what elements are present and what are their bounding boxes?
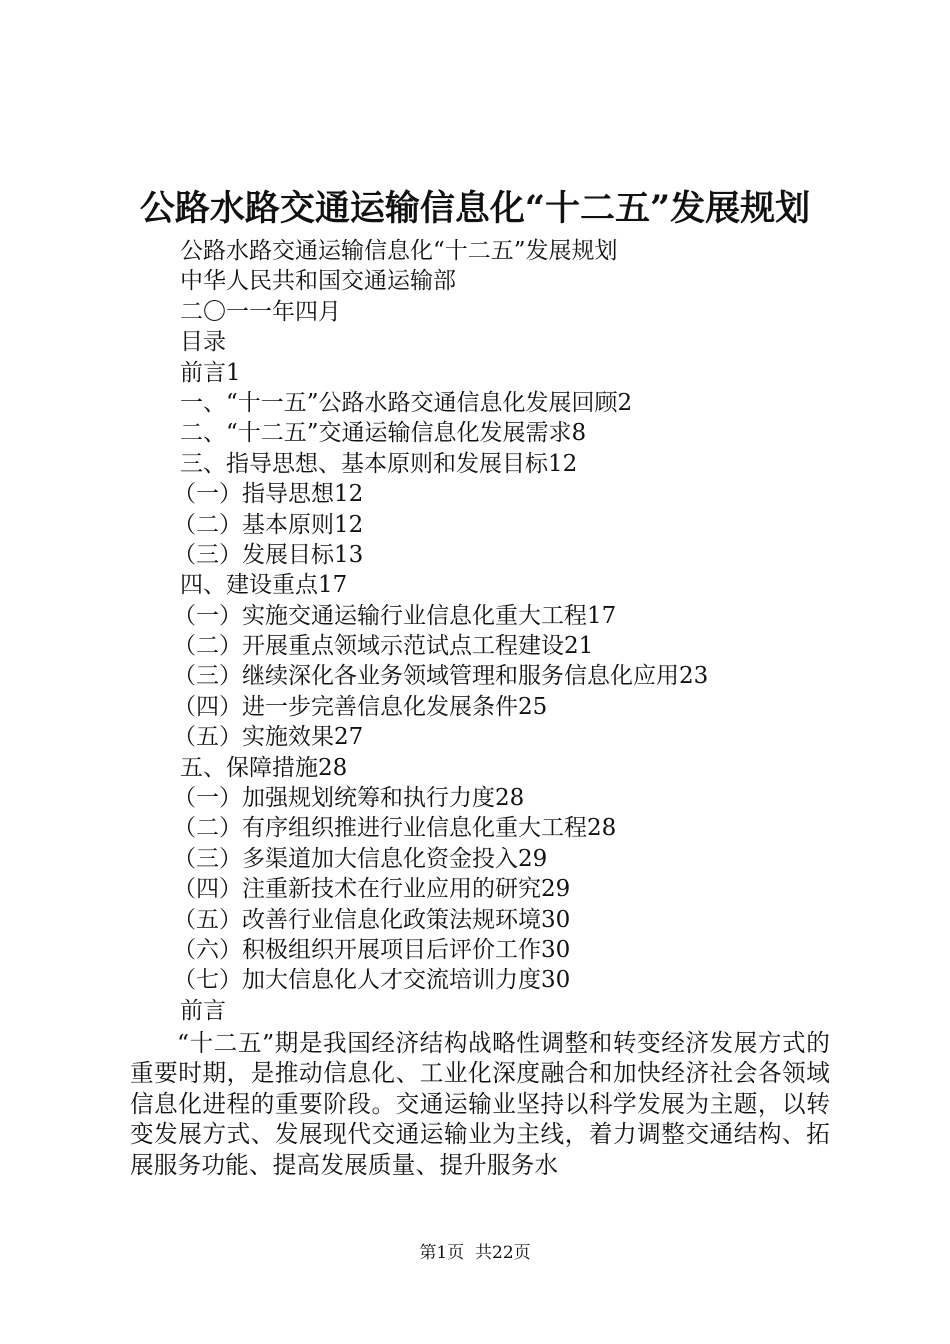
toc-entry: （六）积极组织开展项目后评价工作30 [173,936,571,963]
toc-entry: （三）多渠道加大信息化资金投入29 [173,845,548,872]
publisher-line: 中华人民共和国交通运输部 [180,268,456,295]
toc-entry: （五）改善行业信息化政策法规环境30 [173,906,571,933]
toc-entry: （一）指导思想12 [173,481,364,508]
page-number: 第1页 [419,1243,465,1263]
toc-entry: 二、“十二五”交通运输信息化发展需求8 [180,420,587,447]
toc-entry: （一）实施交通运输行业信息化重大工程17 [173,602,617,629]
toc-entry: 四、建设重点17 [180,572,348,599]
toc-entry: （二）基本原则12 [173,511,364,538]
page-total: 共22页 [475,1243,531,1263]
toc-heading: 目录 [180,329,226,356]
toc-entry: （五）实施效果27 [173,724,364,751]
toc-entry: 一、“十一五”公路水路交通信息化发展回顾2 [180,389,633,416]
toc-entry: （三）继续深化各业务领域管理和服务信息化应用23 [173,663,709,690]
subtitle-line: 公路水路交通运输信息化“十二五”发展规划 [180,238,618,264]
toc-entry: （七）加大信息化人才交流培训力度30 [173,967,571,994]
body-paragraph: “十二五”期是我国经济结构战略性调整和转变经济发展方式的重要时期，是推动信息化、工业化深度融合和加快经济社会各领域信息化进程的重要阶段。交通运输业坚持以科学发展为主题，以转变发展方式、发展现代交通运输业为主线，着力调整交通结构、拓展服务功能、提高发展质量、提升服务水 [130,1029,830,1179]
date-line: 二〇一一年四月 [180,298,341,325]
toc-entry: （一）加强规划统筹和执行力度28 [173,785,525,812]
toc-entry: 五、保障措施28 [180,754,348,781]
toc-entry: （二）开展重点领域示范试点工程建设21 [173,633,594,660]
toc-entry: （四）进一步完善信息化发展条件25 [173,693,548,720]
page-footer [0,1241,950,1265]
toc-entry: （四）注重新技术在行业应用的研究29 [173,876,571,903]
toc-entry: （二）有序组织推进行业信息化重大工程28 [173,815,617,842]
section-heading: 前言 [180,997,226,1024]
toc-entry: 三、指导思想、基本原则和发展目标12 [180,450,578,477]
document-body [173,236,840,1026]
document-title: 公路水路交通运输信息化“十二五”发展规划 [139,188,811,229]
toc-entry: （三）发展目标13 [173,541,364,568]
toc-entry: 前言1 [180,359,241,386]
